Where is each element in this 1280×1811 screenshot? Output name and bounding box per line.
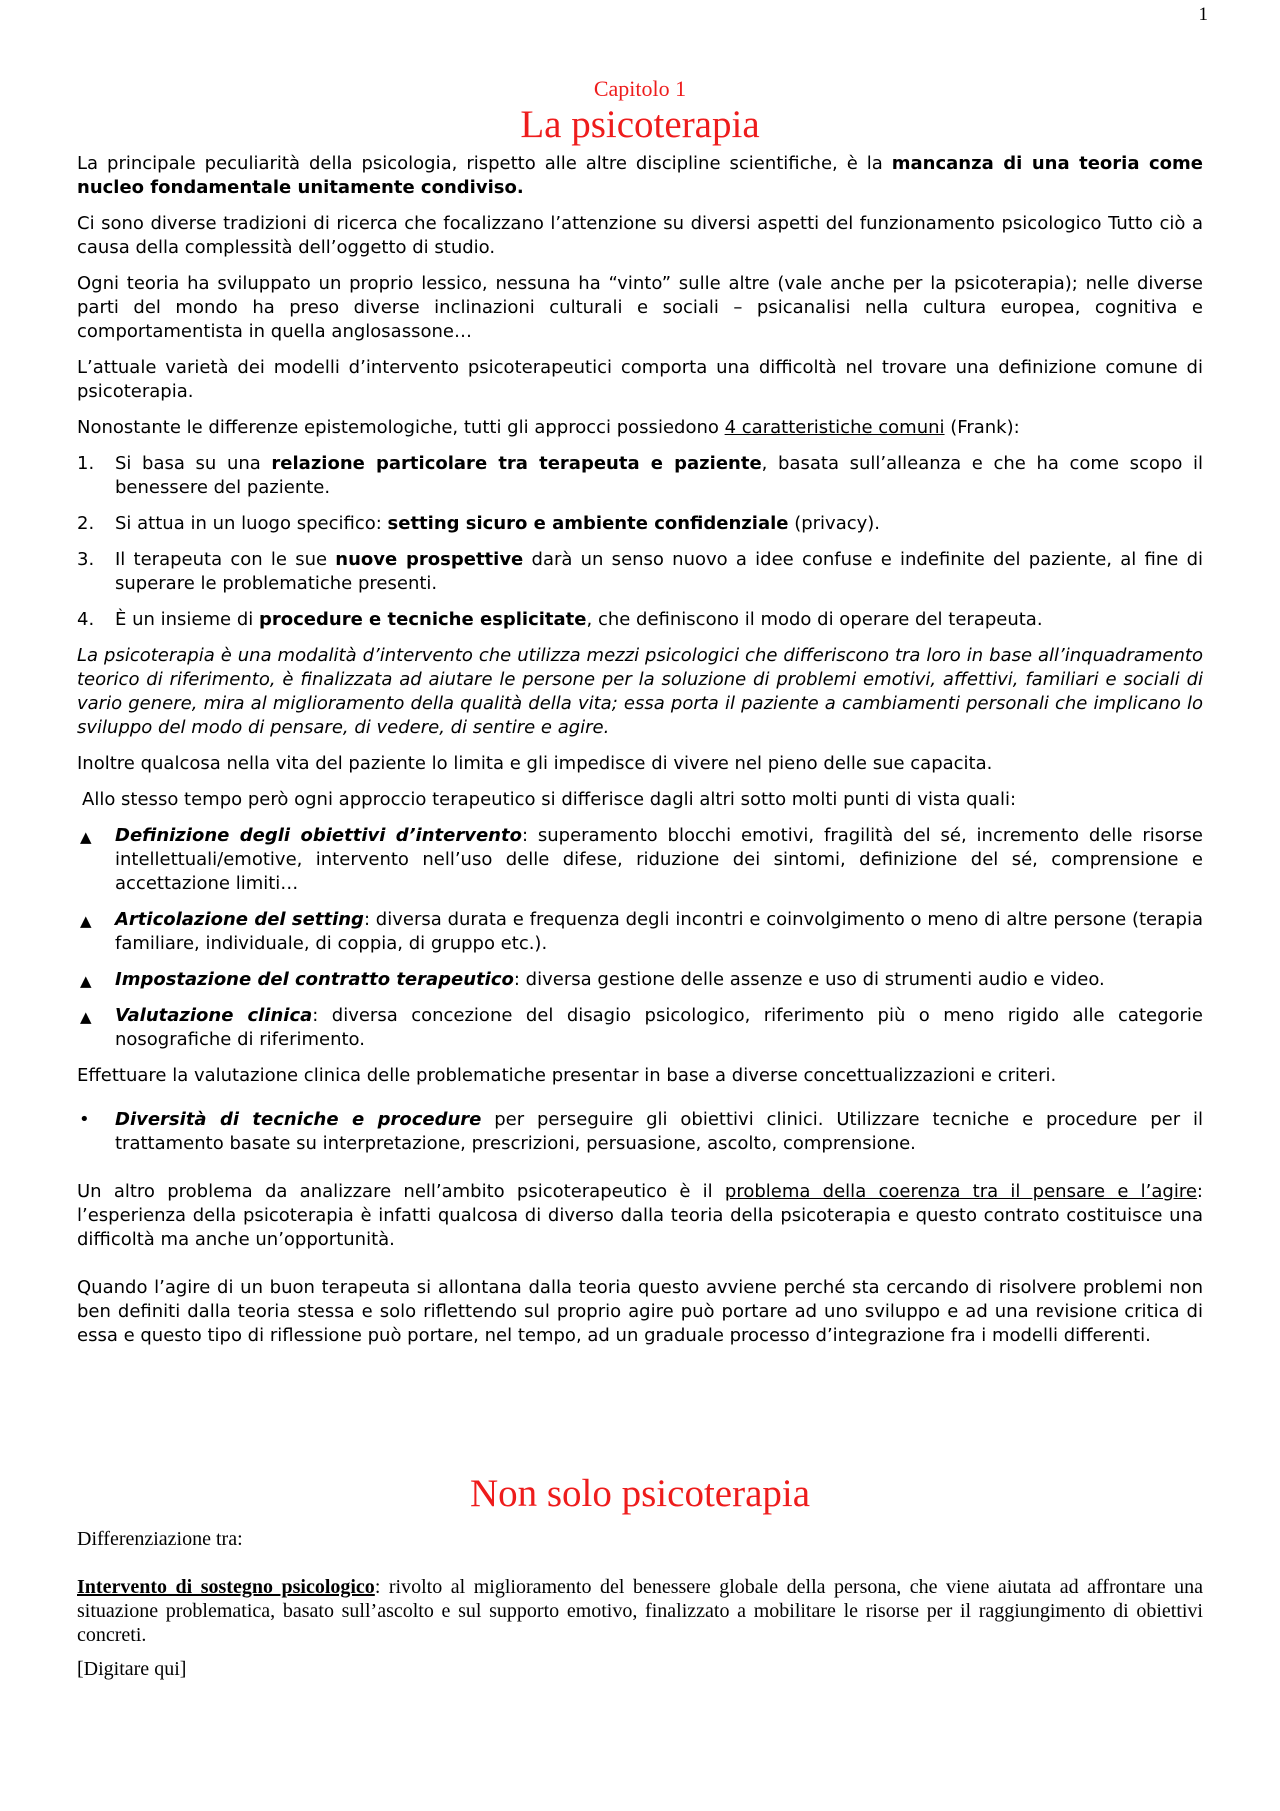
triangle-bullet-icon: ▲ (80, 828, 92, 846)
bold-phrase: setting sicuro e ambiente confidenziale (387, 513, 789, 534)
bold-phrase: mancanza di una teoria come nucleo fondamentale unitamente condiviso. (77, 153, 1203, 198)
bullet-dot-icon: • (79, 1109, 90, 1130)
coherence-paragraph (77, 1180, 1203, 1252)
list-item (77, 608, 1203, 632)
paragraph-text: : l’esperienza della psicoterapia è infatti qualcosa di diverso dalla teoria della psicoterapia e questo contrato costituisce una difficoltà ma anche un’opportunità. (77, 1181, 1203, 1250)
paragraph-effettuare: Effettuare la valutazione clinica delle problematiche presentar in base a diverse concettualizzazioni e criteri. (77, 1065, 1057, 1086)
item-text: Il terapeuta con le sue (115, 549, 336, 570)
bold-italic-term: Impostazione del contratto terapeutico (115, 969, 514, 990)
paragraph-inoltre: Inoltre qualcosa nella vita del paziente lo limita e gli impedisce di vivere nel pieno delle sue capacita. (77, 753, 993, 774)
paragraph-text: : rivolto al miglioramento del benessere globale della persona, che viene aiutata ad affrontare una situazione problematica, basato sull’ascolto e sul supporto emotivo, finalizzato a mobilitare le risorse per il raggiungimento di obiettivi concreti. (77, 1576, 1203, 1646)
item-text: , che definiscono il modo di operare del terapeuta. (586, 609, 1043, 630)
chapter-title: La psicoterapia (520, 103, 760, 146)
bold-italic-term: Valutazione clinica (115, 1005, 313, 1026)
intro-text: (Frank): (944, 417, 1020, 438)
intro-text: Nonostante le differenze epistemologiche, tutti gli approcci possiedono (77, 417, 725, 438)
bold-italic-term: Diversità di tecniche e procedure (115, 1109, 482, 1130)
paragraph-text: Un altro problema da analizzare nell’ambito psicoterapeutico è il (77, 1181, 725, 1202)
list-item (77, 968, 1203, 992)
bold-phrase: procedure e tecniche esplicitate (258, 609, 587, 630)
list-item (77, 1004, 1203, 1052)
section-title: Non solo psicoterapia (469, 1472, 811, 1515)
item-text: È un insieme di (115, 609, 259, 630)
underlined-phrase: 4 caratteristiche comuni (724, 417, 945, 438)
item-text: , basata sull’alleanza e che ha come scopo il benessere del paziente. (115, 453, 1204, 498)
paragraph-quando: Quando l’agire di un buon terapeuta si allontana dalla teoria questo avviene perché sta cercando di risolvere problemi non ben definiti dalla teoria stessa e solo riflettendo sul proprio agire può portare ad uno sviluppo e ad una revisione critica di essa e questo tipo di riflessione può portare, nel tempo, ad un graduale processo d’integrazione fra i modelli differenti. (77, 1277, 1203, 1346)
support-paragraph (77, 1575, 1203, 1647)
item-text: Si basa su una (115, 453, 272, 474)
item-text: : diversa concezione del disagio psicologico, riferimento più o meno rigido alle categorie nosografiche di riferimento. (115, 1005, 1203, 1050)
list-item (77, 548, 1203, 596)
list-item (77, 824, 1203, 896)
diversity-list (77, 1108, 1203, 1156)
intro-paragraph-4: L’attuale varietà dei modelli d’intervento psicoterapeutici comporta una difficoltà nel trovare una definizione comune di psicoterapia. (77, 357, 1203, 402)
differentiation-label: Differenziazione tra: (77, 1528, 243, 1550)
intro-paragraph-5 (77, 416, 1203, 440)
bold-italic-term: Articolazione del setting (115, 909, 364, 930)
item-text: : superamento blocchi emotivi, fragilità del sé, incremento delle risorse intellettuali/emotive, intervento nell’uso delle difese, riduzione dei sintomi, definizione del sé, comprensione e accettazione limiti… (115, 825, 1203, 894)
bold-phrase: nuove prospettive (335, 549, 524, 570)
list-number: 3. (77, 549, 95, 570)
intro-paragraph-3: Ogni teoria ha sviluppato un proprio lessico, nessuna ha “vinto” sulle altre (vale anche per la psicoterapia); nelle diverse parti del mondo ha preso diverse inclinazioni culturali e sociali – psicanalisi nella cultura europea, cognitiva e comportamentista in quella anglosassone… (77, 273, 1203, 342)
bold-italic-term: Definizione degli obiettivi d’intervento (115, 825, 522, 846)
underlined-phrase: problema della coerenza tra il pensare e l’agire (724, 1181, 1197, 1202)
item-text: : diversa durata e frequenza degli incontri e coinvolgimento o meno di altre persone (terapia familiare, individuale, di coppia, di gruppo etc.). (115, 909, 1204, 954)
intro-text: La principale peculiarità della psicologia, rispetto alle altre discipline scientifiche, è la (77, 153, 892, 174)
item-text: Si attua in un luogo specifico: (115, 513, 388, 534)
item-text: darà un senso nuovo a idee confuse e indefinite del paziente, al fine di superare le problematiche presenti. (115, 549, 1203, 594)
triangle-bullet-icon: ▲ (80, 912, 92, 930)
intro-paragraph-2: Ci sono diverse tradizioni di ricerca che focalizzano l’attenzione su diversi aspetti del funzionamento psicologico Tutto ciò a causa della complessità dell’oggetto di studio. (77, 213, 1203, 258)
definition-paragraph: La psicoterapia è una modalità d’intervento che utilizza mezzi psicologici che differiscono tra loro in base all’inquadramento teorico di riferimento, è finalizzata ad aiutare le persone per la soluzione di problemi emotivi, affettivi, familiari e sociali di vario genere, mira al miglioramento della qualità della vita; essa porta il paziente a cambiamenti personali che implicano lo sviluppo del modo di pensare, di vedere, di sentire e agire. (77, 645, 1203, 738)
list-item (77, 1108, 1203, 1156)
list-number: 1. (77, 453, 95, 474)
bold-phrase: relazione particolare tra terapeuta e paziente (271, 453, 762, 474)
paragraph-allo-stesso-tempo: Allo stesso tempo però ogni approccio terapeutico si differisce dagli altri sotto molti punti di vista quali: (82, 789, 1017, 810)
item-text: (privacy). (788, 513, 881, 534)
differences-list (77, 824, 1203, 1052)
triangle-bullet-icon: ▲ (80, 1008, 92, 1026)
list-item (77, 512, 1203, 536)
placeholder-text[interactable]: [Digitare qui] (77, 1658, 187, 1680)
triangle-bullet-icon: ▲ (80, 972, 92, 990)
chapter-label: Capitolo 1 (593, 76, 687, 101)
list-number: 4. (77, 609, 95, 630)
list-item (77, 908, 1203, 956)
list-item (77, 452, 1203, 500)
item-text: per perseguire gli obiettivi clinici. Utilizzare tecniche e procedure per il trattamento basate su interpretazione, prescrizioni, persuasione, ascolto, comprensione. (115, 1109, 1203, 1154)
characteristics-list (77, 452, 1203, 632)
item-text: : diversa gestione delle assenze e uso di strumenti audio e video. (513, 969, 1105, 990)
support-term: Intervento di sostegno psicologico (77, 1576, 375, 1598)
intro-paragraph-1 (77, 152, 1203, 200)
list-number: 2. (77, 513, 95, 534)
page-number: 1 (1198, 4, 1208, 25)
